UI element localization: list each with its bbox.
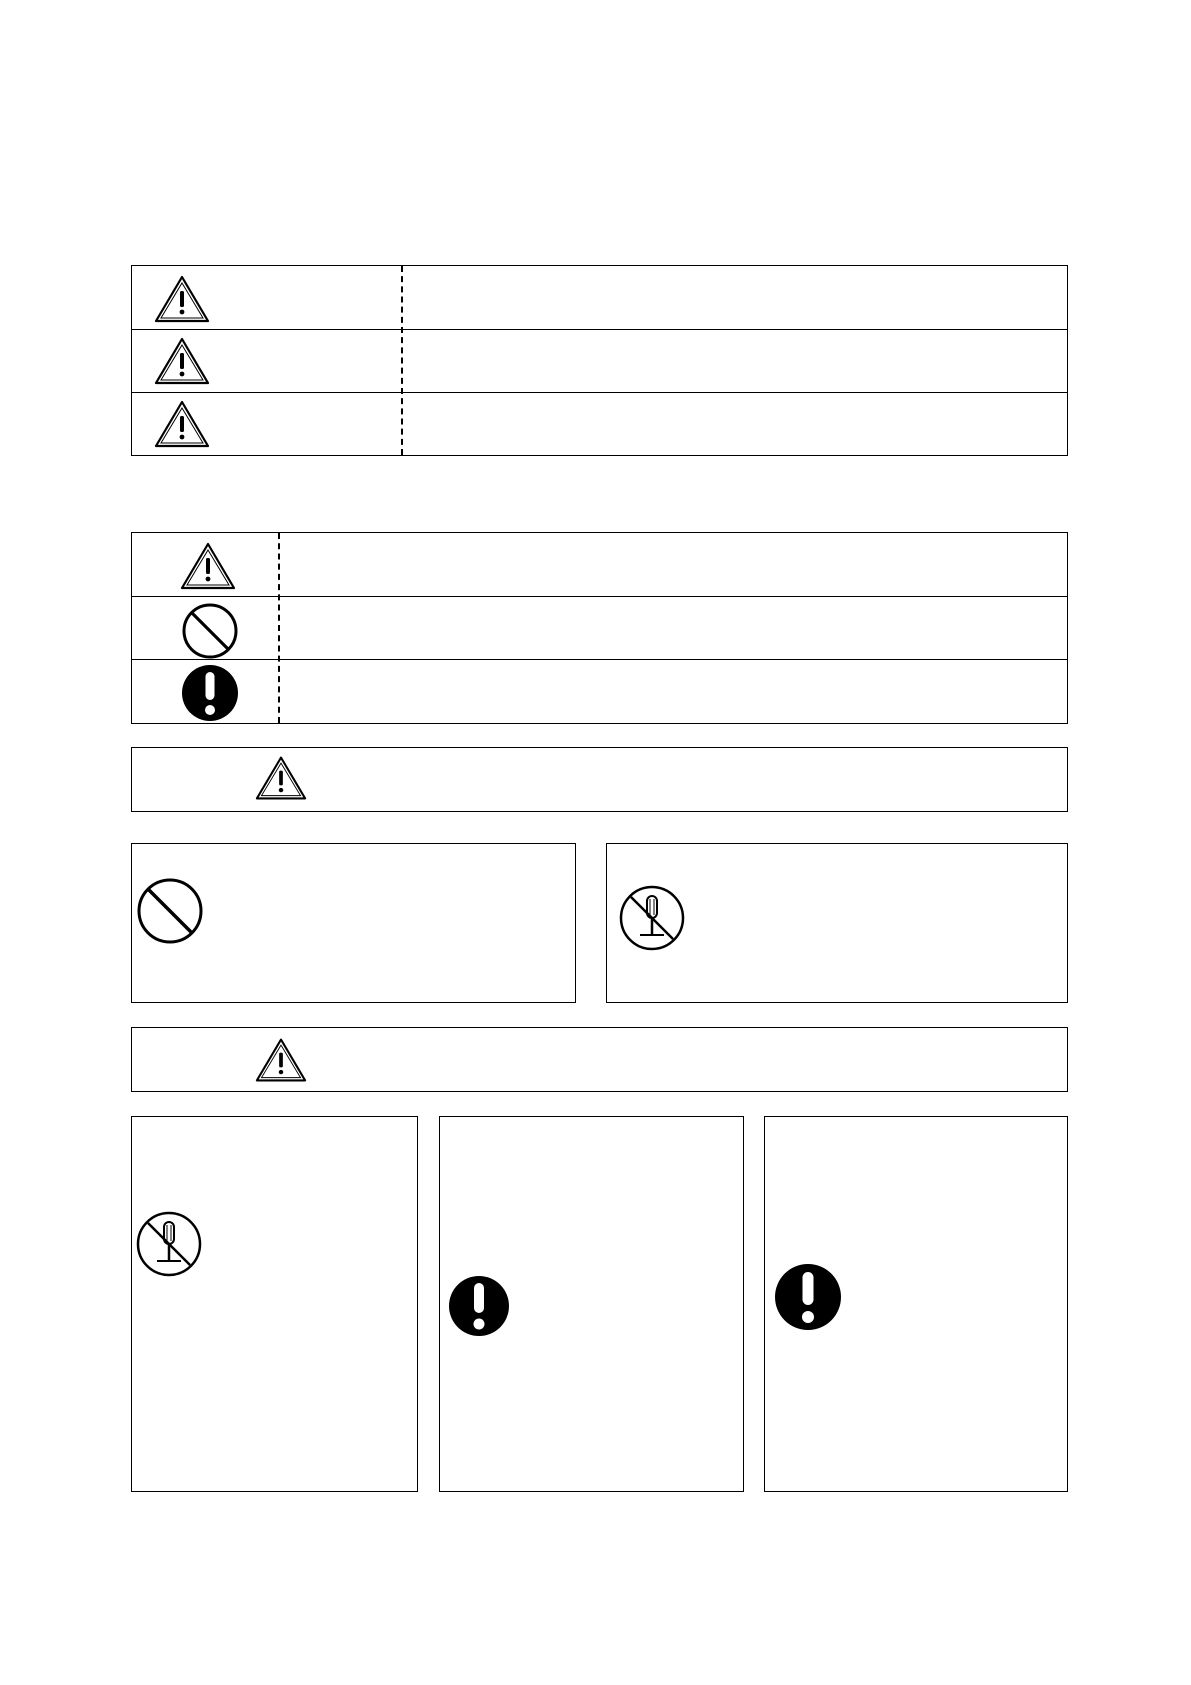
symbols-table (131, 532, 1068, 724)
signal-word-row (132, 392, 1067, 455)
prohibition-icon (181, 602, 239, 660)
symbol-row (132, 533, 1067, 596)
warning-triangle-icon (154, 337, 210, 385)
section-2-panel-do-not-disassemble (131, 1116, 418, 1492)
warning-triangle-icon (255, 755, 307, 801)
section-2-panel-mandatory-b (764, 1116, 1068, 1492)
do-not-disassemble-icon (135, 1210, 203, 1278)
warning-triangle-icon (154, 400, 210, 448)
section-1-header (131, 747, 1068, 812)
mandatory-action-icon (774, 1263, 842, 1331)
section-2-header (131, 1027, 1068, 1092)
signal-word-row (132, 266, 1067, 329)
section-1-panel-do-not-disassemble (606, 843, 1068, 1003)
mandatory-action-icon (181, 664, 239, 722)
warning-triangle-icon (255, 1037, 307, 1083)
warning-triangle-icon (180, 542, 236, 590)
mandatory-action-icon (448, 1275, 510, 1337)
signal-word-row (132, 329, 1067, 392)
symbol-row (132, 659, 1067, 723)
section-2-panel-mandatory-a (439, 1116, 744, 1492)
symbol-row (132, 596, 1067, 659)
section-1-panel-prohibition (131, 843, 576, 1003)
warning-triangle-icon (154, 275, 210, 323)
prohibition-icon (136, 877, 204, 945)
do-not-disassemble-icon (618, 884, 686, 952)
signal-words-table (131, 265, 1068, 456)
